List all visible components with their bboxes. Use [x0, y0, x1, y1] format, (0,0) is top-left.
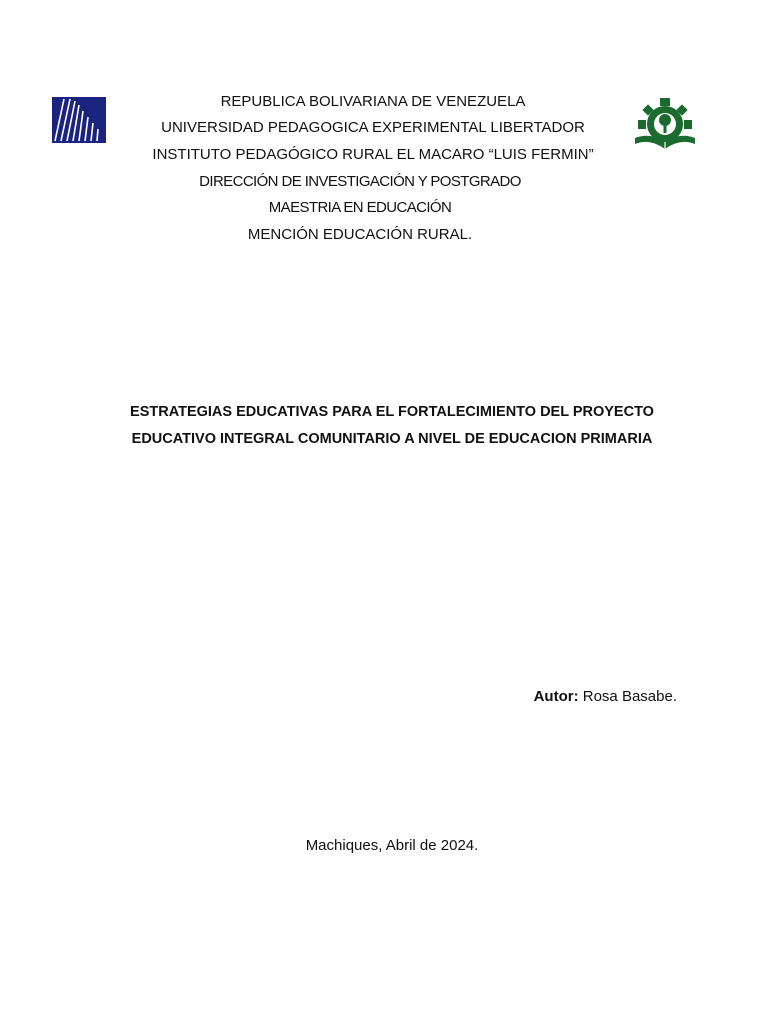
upel-logo-icon	[52, 97, 106, 143]
title-line-2: EDUCATIVO INTEGRAL COMUNITARIO A NIVEL DE EDUCACION PRIMARIA	[131, 431, 653, 447]
header-line-mention: MENCIÓN EDUCACIÓN RURAL.	[247, 226, 473, 243]
gear-book-logo-icon	[632, 96, 698, 156]
author-name: Rosa Basabe.	[578, 688, 677, 705]
header-line-republic: REPUBLICA BOLIVARIANA DE VENEZUELA	[220, 93, 526, 110]
header-line-masters: MAESTRIA EN EDUCACIÓN	[268, 199, 452, 216]
place-date: Machiques, Abril de 2024.	[305, 837, 479, 854]
author-label: Autor:	[533, 688, 579, 705]
header-line-university: UNIVERSIDAD PEDAGOGICA EXPERIMENTAL LIBERTADOR	[161, 119, 585, 136]
document-title	[0, 399, 768, 453]
header-line-direction: DIRECCIÓN DE INVESTIGACIÓN Y POSTGRADO	[199, 173, 521, 190]
author-line	[534, 686, 677, 708]
header-line-institute: INSTITUTO PEDAGÓGICO RURAL EL MACARO “LUIS FERMIN”	[152, 146, 594, 163]
title-line-1: ESTRATEGIAS EDUCATIVAS PARA EL FORTALECIMIENTO DEL PROYECTO	[130, 404, 654, 420]
